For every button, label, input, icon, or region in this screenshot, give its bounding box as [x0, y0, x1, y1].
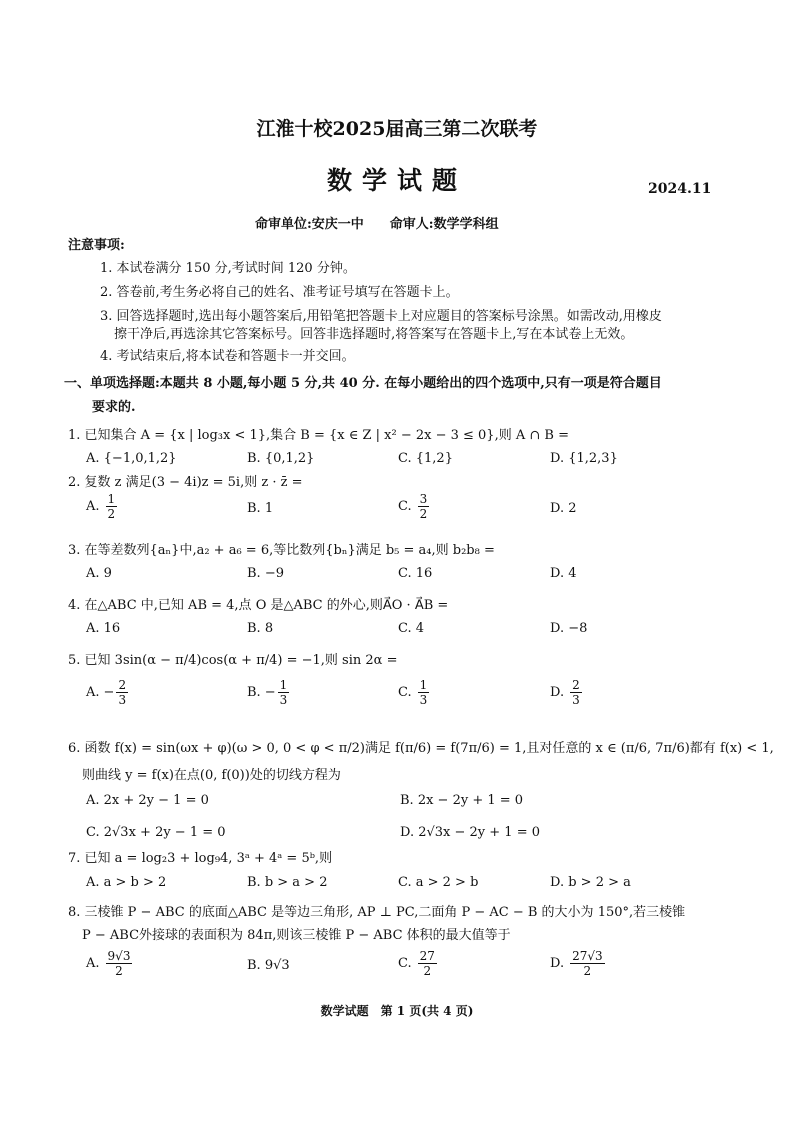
question-7-stem: 7. 已知 a = log₂3 + log₉4, 3ᵃ + 4ᵃ = 5ᵇ,则 — [68, 851, 333, 866]
numerator: 2 — [572, 678, 580, 692]
denominator: 2 — [419, 507, 428, 521]
notice-item: 2. 答卷前,考生务必将自己的姓名、准考证号填写在答题卡上。 — [100, 285, 459, 300]
question-1-option-C: C. {1,2} — [398, 451, 453, 466]
numerator: 1 — [279, 678, 288, 692]
denominator: 2 — [423, 964, 432, 978]
question-3-stem: 3. 在等差数列{aₙ}中,a₂ + a₆ = 6,等比数列{bₙ}满足 b₅ = a₄,则 b₂b₈ = — [68, 543, 495, 558]
fraction — [418, 678, 430, 707]
question-7-option-C: C. a > 2 > b — [398, 875, 479, 890]
section-heading: 一、单项选择题:本题共 8 小题,每小题 5 分,共 40 分. 在每小题给出的四个选项中,只有一项是符合题目 — [64, 376, 662, 391]
question-2-option-B: B. 1 — [247, 501, 274, 516]
notice-item: 1. 本试卷满分 150 分,考试时间 120 分钟。 — [100, 261, 356, 276]
numerator: 1 — [419, 678, 428, 692]
section-heading-cont: 要求的. — [92, 400, 136, 415]
question-3-option-C: C. 16 — [398, 566, 433, 581]
notice-heading: 注意事项: — [68, 238, 125, 253]
question-7-option-D: D. b > 2 > a — [550, 875, 631, 890]
option-label: A. — [86, 499, 100, 514]
question-4-option-D: D. −8 — [550, 621, 588, 636]
question-5-option-D — [550, 678, 584, 707]
option-sign: − — [103, 685, 115, 700]
option-label: B. — [247, 685, 261, 700]
question-8-stem: 8. 三棱锥 P − ABC 的底面△ABC 是等边三角形, AP ⊥ PC,二面角 P − AC − B 的大小为 150°,若三棱锥 — [68, 905, 686, 920]
notice-item: 擦干净后,再选涂其它答案标号。回答非选择题时,将答案写在答题卡上,写在本试卷上无效。 — [114, 327, 634, 342]
numerator: 2 — [118, 678, 127, 692]
numerator: 3 — [419, 492, 428, 506]
question-1-option-D: D. {1,2,3} — [550, 451, 618, 466]
question-4-stem: 4. 在△ABC 中,已知 AB = 4,点 O 是△ABC 的外心,则A⃗O · A⃗B = — [68, 598, 449, 613]
numerator: 1 — [107, 492, 116, 506]
notice-item: 4. 考试结束后,将本试卷和答题卡一并交回。 — [100, 349, 355, 364]
fraction — [418, 492, 430, 521]
question-5-option-B — [247, 678, 291, 707]
question-1-option-A: A. {−1,0,1,2} — [86, 451, 177, 466]
question-7-option-A: A. a > b > 2 — [86, 875, 167, 890]
exam-date: 2024.11 — [648, 181, 712, 197]
option-sign: − — [264, 685, 276, 700]
denominator: 2 — [583, 964, 592, 978]
fraction — [106, 949, 133, 978]
denominator: 3 — [419, 693, 428, 707]
question-4-option-A: A. 16 — [86, 621, 121, 636]
denominator: 3 — [572, 693, 580, 707]
question-5-option-A — [86, 678, 130, 707]
option-label: A. — [86, 685, 100, 700]
denominator: 2 — [115, 964, 123, 978]
question-1-option-B: B. {0,1,2} — [247, 451, 315, 466]
question-8-stem: P − ABC外接球的表面积为 84π,则该三棱锥 P − ABC 体积的最大值等于 — [82, 928, 511, 943]
question-6-option-B: B. 2x − 2y + 1 = 0 — [400, 793, 524, 808]
numerator: 27 — [419, 949, 435, 963]
page-footer: 数学试题 第 1 页(共 4 页) — [320, 1004, 474, 1018]
question-8-option-B: B. 9√3 — [247, 958, 290, 973]
question-7-option-B: B. b > a > 2 — [247, 875, 328, 890]
question-4-option-C: C. 4 — [398, 621, 425, 636]
numerator: 9√3 — [107, 949, 131, 963]
question-6-option-D: D. 2√3x − 2y + 1 = 0 — [400, 825, 541, 840]
fraction — [116, 678, 128, 707]
question-6-option-C: C. 2√3x + 2y − 1 = 0 — [86, 825, 226, 840]
denominator: 3 — [118, 693, 127, 707]
fraction — [418, 949, 437, 978]
denominator: 2 — [107, 507, 116, 521]
numerator: 27√3 — [572, 949, 603, 963]
exam-title: 江淮十校2025届高三第二次联考 — [256, 118, 538, 140]
option-label: D. — [550, 685, 565, 700]
question-3-option-B: B. −9 — [247, 566, 284, 581]
option-label: C. — [398, 956, 412, 971]
fraction — [106, 492, 118, 521]
question-6-stem: 则曲线 y = f(x)在点(0, f(0))处的切线方程为 — [82, 768, 341, 783]
question-3-option-D: D. 4 — [550, 566, 577, 581]
option-label: A. — [86, 956, 100, 971]
question-8-option-D — [550, 949, 607, 978]
question-2-option-D: D. 2 — [550, 501, 577, 516]
question-5-stem: 5. 已知 3sin(α − π/4)cos(α + π/4) = −1,则 sin 2α = — [68, 653, 398, 668]
question-5-option-C — [398, 678, 431, 707]
question-6-option-A: A. 2x + 2y − 1 = 0 — [86, 793, 209, 808]
question-2-option-A — [86, 492, 119, 521]
fraction — [570, 678, 582, 707]
fraction — [278, 678, 290, 707]
authors-line: 命审单位:安庆一中 命审人:数学学科组 — [255, 217, 499, 232]
option-label: C. — [398, 499, 412, 514]
option-label: C. — [398, 685, 412, 700]
fraction — [570, 949, 605, 978]
question-8-option-A — [86, 949, 134, 978]
question-3-option-A: A. 9 — [86, 566, 112, 581]
subject-title: 数学试题 — [326, 166, 467, 195]
question-2-option-C — [398, 492, 431, 521]
question-4-option-B: B. 8 — [247, 621, 274, 636]
question-6-stem: 6. 函数 f(x) = sin(ωx + φ)(ω > 0, 0 < φ < π/2)满足 f(π/6) = f(7π/6) = 1,且对任意的 x ∈ (π/6, 7π/6)都有 f(x) < 1, — [68, 741, 774, 756]
question-2-stem: 2. 复数 z 满足(3 − 4i)z = 5i,则 z · z̄ = — [68, 475, 303, 490]
notice-item: 3. 回答选择题时,选出每小题答案后,用铅笔把答题卡上对应题目的答案标号涂黑。如需改动,用橡皮 — [100, 309, 662, 324]
denominator: 3 — [279, 693, 288, 707]
question-1-stem: 1. 已知集合 A = {x | log₃x < 1},集合 B = {x ∈ Z | x² − 2x − 3 ≤ 0},则 A ∩ B = — [68, 428, 569, 443]
question-8-option-C — [398, 949, 439, 978]
option-label: D. — [550, 956, 565, 971]
